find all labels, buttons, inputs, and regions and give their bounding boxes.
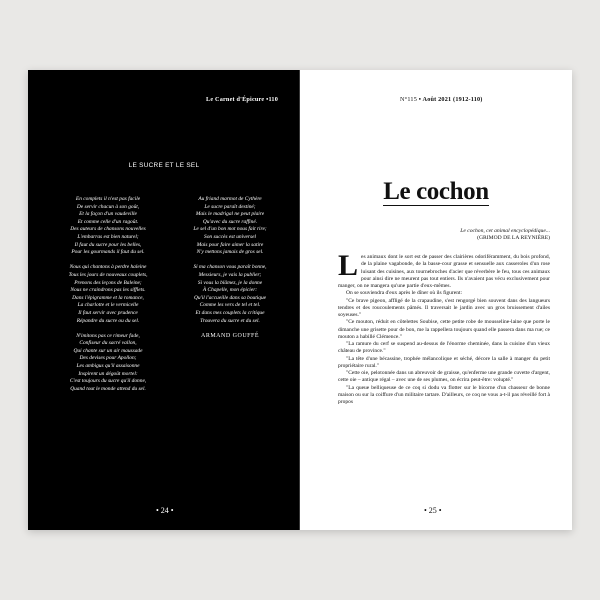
poem-line: Tous les jours de nouveaux couplets, (68, 271, 148, 278)
epigraph (460, 228, 550, 242)
poem-line: Et dans mes couplets la critique (195, 309, 265, 316)
poem-line: La charlotte et le vermicelle (77, 302, 139, 309)
poem-line: De servir chacun à son goût, (76, 203, 140, 210)
poem-line: C'est toujours du sucre qu'il donne, (69, 378, 147, 385)
poem-stanza (46, 196, 170, 257)
issue-date: • Août 2021 (1912-110) (418, 96, 483, 103)
body-paragraph: "Ce mouton, réduit en côtelettes Soubise, cette petite robe de mousseline-laine que porte le dimanche une grisette pour de bon, me la rappellera toujours quand elle passera dans ma rue; ce mouton a habillé Clémence." (338, 319, 550, 340)
poem-line: Quand tout le monde attend du sel. (70, 385, 146, 392)
poem-line: Répandre du sucre ou du sel. (76, 317, 140, 324)
poem-column-1 (46, 196, 170, 401)
poem-line: Le sucre paraît destiné; (204, 203, 256, 210)
poem-line: Messieurs, je vais la publier; (198, 271, 262, 278)
poem-line: Pour les gourmands il faut du sel. (71, 249, 145, 256)
running-head-left: Le Carnet d'Épicure •110 (206, 96, 278, 103)
poem-line: Prenons des leçons de Baleine; (74, 279, 142, 286)
poem-line: Au friand marmot de Cythère (198, 196, 262, 202)
body-paragraph: "La ramure du cerf se suspend au-dessus de l'énorme cheminée, dans la cuisine d'un vieux château de province." (338, 341, 550, 355)
chapter-title (300, 178, 572, 206)
poem-line: Trouvera du sucre et du sel. (200, 317, 260, 324)
poem-line: L'embarras est bien naturel; (77, 233, 139, 240)
poem-line: Si ma chanson vous paraît bonne, (193, 264, 267, 271)
body-paragraph: "Cette oie, pelotonnée dans un abreuvoir de graisse, qu'enferme une grande cuvette d'argent, cette oie – antique régal – avec une de ses plumes, on écrira peut-être: volupté." (338, 370, 550, 384)
poem-line: Mais pour faire aimer la satire (196, 241, 264, 248)
poem-line: N'y mettons jamais de gros sel. (196, 249, 264, 256)
issue-number: N°115 (400, 96, 419, 103)
epigraph-author: (GRIMOD DE LA REYNIÈRE) (477, 235, 550, 241)
poem-line: Qui chante sur un air maussade (73, 347, 143, 354)
poem-line: Nous qui chantons à perdre haleine (69, 264, 147, 271)
poem-line: Dans l'épigramme et la romance, (72, 294, 144, 301)
article-body (338, 249, 550, 406)
poem-column-2 (168, 196, 292, 340)
running-head-right (400, 96, 483, 103)
body-paragraph: "La tête d'une bécassine, trophée mélancolique et séché, décore la salle à manger du petit propriétaire rural." (338, 355, 550, 369)
poem-line: Nous ne craindrons pas les sifflets. (70, 287, 146, 294)
poem-stanza (168, 196, 292, 257)
folio-right: • 25 • (424, 506, 442, 515)
book-spread (28, 70, 572, 530)
poem-line: À Chapelle, mon épicier: (202, 287, 258, 294)
poem-line: Et la façon d'un vaudeville (79, 211, 137, 218)
left-page (28, 70, 300, 530)
poem-stanza (168, 264, 292, 325)
poem-line: Son succès est universel (204, 233, 256, 240)
poem-line: Il faut servir avec prudence (78, 309, 138, 316)
poem-line: Qu'avec du sucre raffiné. (202, 218, 258, 225)
chapter-title-text: Le cochon (383, 178, 489, 205)
drop-cap: L (338, 249, 359, 282)
body-paragraph: On se souviendra d'eux après le dîner où ils figurent: (346, 290, 463, 297)
poem-line: Qu'il l'accueille dans sa boutique (193, 294, 267, 301)
folio-left: • 24 • (156, 506, 174, 515)
poem-line: Si vous la blâmez, je la donne (197, 279, 263, 286)
poem-author: ARMAND GOUFFÉ (200, 332, 259, 339)
poem-line: Des devises pour Apollon; (79, 355, 137, 362)
poem-line: En complets il n'est pas facile (75, 196, 141, 202)
section-title: LE SUCRE ET LE SEL (128, 162, 200, 169)
poem-stanza (46, 264, 170, 325)
poem-stanza (46, 333, 170, 394)
body-paragraph: "Ce brave pigeon, affligé de la crapaudine, s'est rengorgé bien souvent dans des langueurs tendres et des roucoulements pâmés. Il traversait le jardin avec un gros bruissement d'ailes soyeuses." (338, 297, 550, 318)
poem-line: Comme les vers de tel et tel. (199, 302, 261, 309)
poem-line: Des auteurs de chansons nouvelles (70, 226, 146, 233)
poem-line: Le sel d'un bon mot nous fait rire; (193, 226, 267, 233)
paragraph-text: es animaux dont le sort est de passer des clairières odoriféramment, du bois profond, de la plaine vagabonde, de la basse-cour grasse et sensuelle aux casseroles d'un rose luisant des cuisines, aux tournebroches d'acier que réverbère le feu, tous ces animaux pour ainsi dire ne meurent pas tout entiers. Ils n'avaient pas vécu exclusivement pour manger, on ne mangera qu'une partie d'eux-mêmes. (338, 254, 550, 289)
body-paragraph (338, 249, 550, 290)
poem-line: Il faut du sucre pour les belles, (74, 241, 142, 248)
poem-line: N'imitons pas ce rimeur fade, (76, 332, 140, 339)
epigraph-quote: Le cochon, cet animal encyclopédique... (460, 228, 550, 234)
poem-line: Confiseur du sacré vallon, (79, 340, 137, 347)
right-page (300, 70, 572, 530)
body-paragraph: "La queue belliqueuse de ce coq si dodu va flotter sur le bicorne d'un chasseur de bonne maison ou sur la coiffure d'un militaire tartare. D'ailleurs, ce coq ne vous a-t-il pas réveillé fort à propos (338, 384, 550, 405)
poem-line: Les ambigus qu'il assaisonne (76, 363, 140, 370)
poem-line: Et comme celle d'un ragoût. (77, 218, 139, 225)
poem-line: Inspirent un dégoût mortel: (78, 370, 138, 377)
poem-line: Mais le madrigal ne peut plaire (195, 211, 265, 218)
